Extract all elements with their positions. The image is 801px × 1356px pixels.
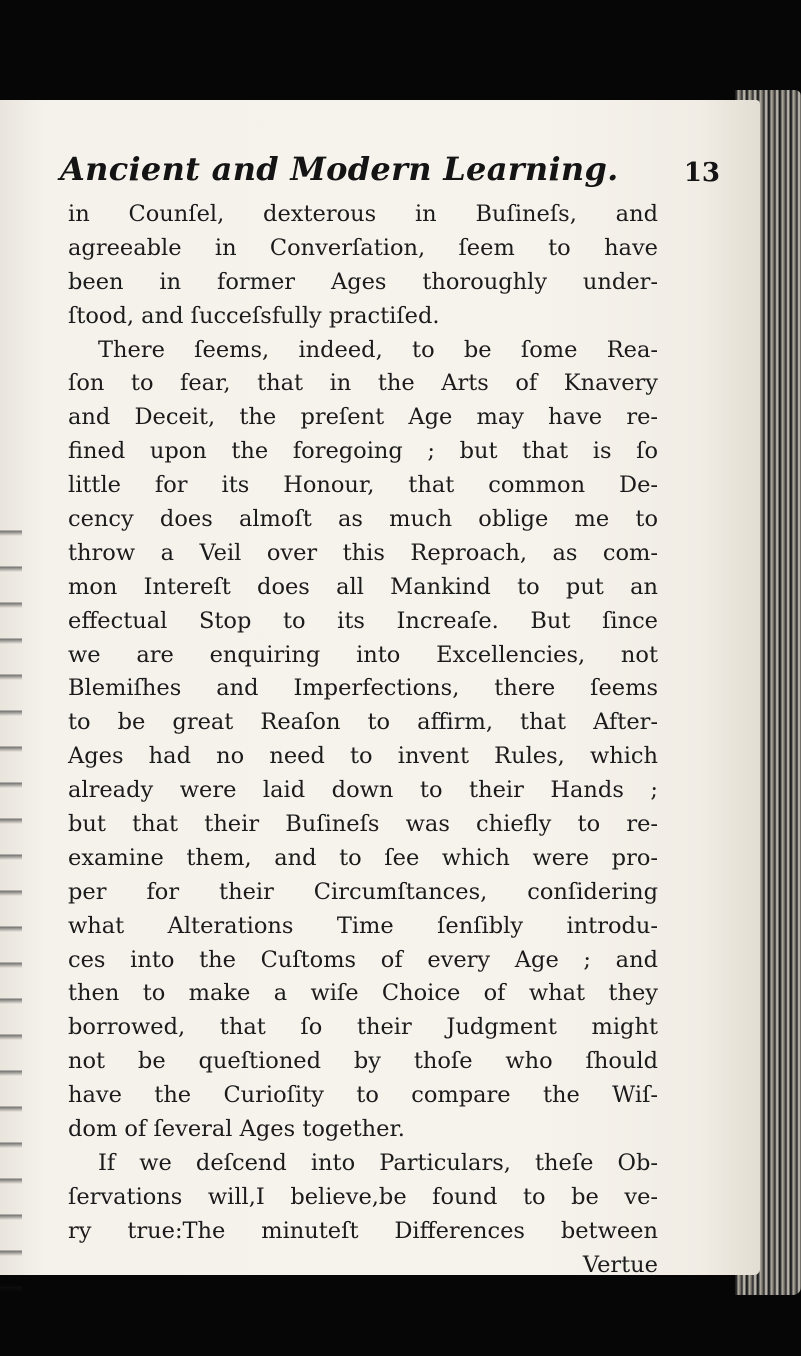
text-line: throw a Veil over this Reproach, as com- [68,539,658,566]
text-line: mon Intereſt does all Mankind to put an [68,573,658,600]
text-line: dom of ſeveral Ages together. [68,1116,405,1143]
body-text [68,198,658,1283]
text-line: ſon to fear, that in the Arts of Knavery [68,370,658,397]
text-line: ry true:The minuteſt Differences between [68,1217,658,1244]
text-line: There ſeems, indeed, to be ſome Rea- [98,336,658,363]
text-line: effectual Stop to its Increaſe. But ſince [68,607,658,634]
text-line: and Deceit, the preſent Age may have re- [68,404,658,431]
text-line: Blemiſhes and Imperfections, there ſeems [68,675,658,702]
text-line: not be queſtioned by thoſe who ſhould [68,1048,658,1075]
text-line: ces into the Cuſtoms of every Age ; and [68,946,658,973]
page-number: 13 [683,158,720,188]
text-line: then to make a wiſe Choice of what they [68,980,658,1007]
text-line: we are enquiring into Excellencies, not [68,641,658,668]
text-line: but that their Buſineſs was chiefly to re- [68,811,658,838]
text-line: little for its Honour, that common De- [68,472,658,499]
text-line: Ages had no need to invent Rules, which [68,743,658,770]
text-line: ſtood, and ſucceſsfully practiſed. [68,302,440,329]
gutter-shadow [0,500,22,1300]
text-line: to be great Reaſon to affirm, that After- [68,709,658,736]
text-line: examine them, and to ſee which were pro- [68,844,658,871]
text-line: If we deſcend into Particulars, theſe Ob- [98,1149,658,1176]
running-title: Ancient and Modern Learning. [60,150,619,188]
text-line: per for their Circumſtances, conſidering [68,878,658,905]
text-line: what Alterations Time ſenſibly introdu- [68,912,658,939]
catchword: Vertue [582,1251,658,1278]
text-line: in Counſel, dexterous in Buſineſs, and [68,201,658,227]
text-line: borrowed, that ſo their Judgment might [68,1014,658,1041]
text-line: fined upon the foregoing ; but that is ſo [68,438,658,465]
text-line: ſervations will,I believe,be found to be ve- [68,1183,658,1210]
text-line: been in former Ages thoroughly under- [68,268,658,295]
page-header [60,144,720,194]
text-line: have the Curioſity to compare the Wiſ- [68,1082,658,1109]
text-line: already were laid down to their Hands ; [68,777,658,804]
text-line: agreeable in Converſation, ſeem to have [68,234,658,261]
text-line: cency does almoſt as much oblige me to [68,506,658,533]
